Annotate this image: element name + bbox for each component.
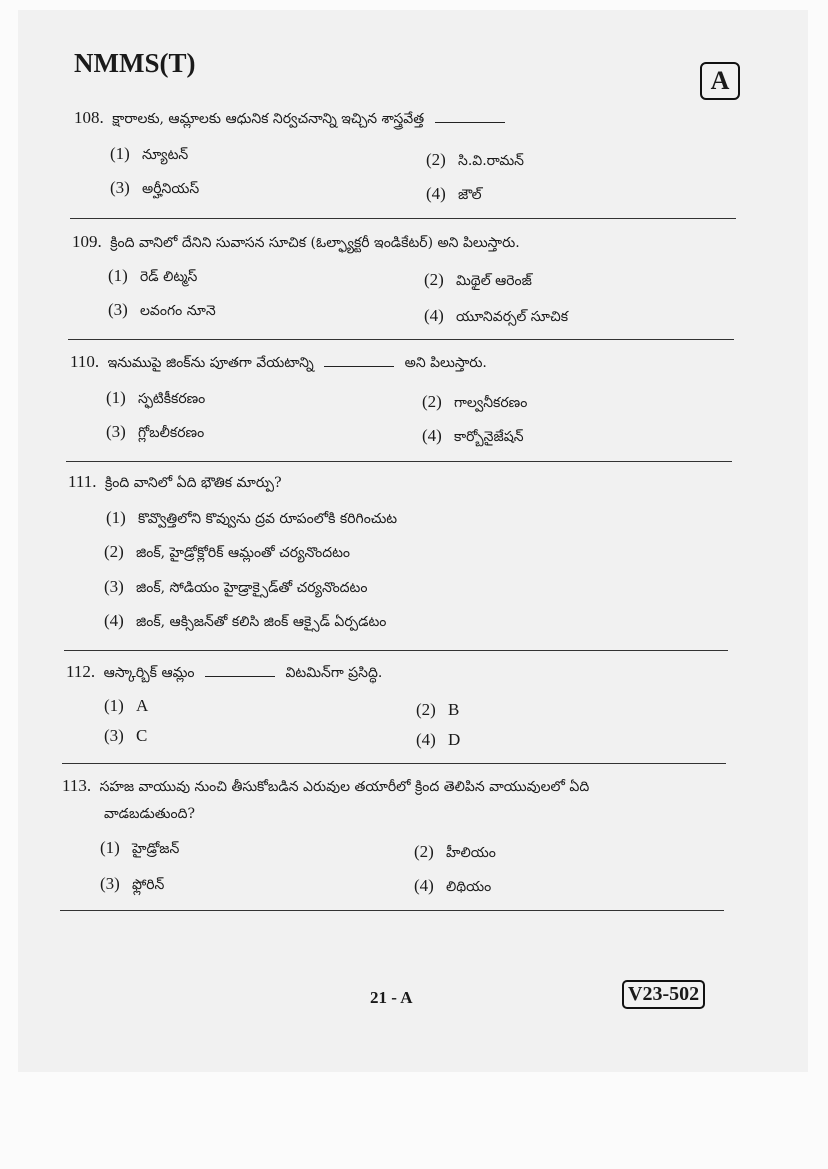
option-3: (3) లవంగం నూనె: [108, 300, 216, 319]
question-text: క్రింది వానిలో దేనిని సువాసన సూచిక (ఓల్ఫ్యాక్టరీ ఇండికేటర్) అని పిలుస్తారు.: [110, 235, 520, 251]
question-divider: [64, 650, 728, 651]
question-divider: [62, 763, 726, 764]
question-113-continued: వాడబడుతుంది?: [104, 806, 195, 822]
exam-title: NMMS(T): [74, 48, 196, 78]
answer-blank: [324, 366, 394, 367]
option-2: (2) సి.వి.రామన్: [426, 150, 525, 169]
question-110: [70, 352, 487, 374]
question-text-end: విటమిన్‌గా ప్రసిద్ధి.: [285, 665, 383, 681]
question-divider: [68, 339, 734, 340]
option-3: (3) జింక్, సోడియం హైడ్రాక్సైడ్‌తో చర్యనొందటం: [104, 577, 368, 596]
option-3: (3) అర్హీనియస్: [110, 178, 200, 197]
question-number: 111.: [68, 472, 97, 491]
scanned-page: [18, 10, 808, 1072]
option-4: (4) లిథియం: [414, 876, 492, 895]
question-divider: [66, 461, 732, 462]
question-111: [68, 472, 282, 494]
question-109: [72, 232, 520, 254]
option-3: (3) ఫ్లోరిన్: [100, 874, 165, 893]
option-3: (3) C: [104, 726, 148, 745]
page-number: 21 - A: [370, 988, 413, 1007]
question-number: 112.: [66, 662, 96, 681]
option-1: (1) A: [104, 696, 149, 715]
option-4: (4) జౌల్: [426, 184, 482, 203]
question-text: ఇనుముపై జింక్‌ను పూతగా వేయటాన్ని: [107, 355, 314, 371]
question-number: 109.: [72, 232, 102, 251]
option-2: (2) గాల్వనీకరణం: [422, 392, 528, 411]
question-set-badge: A: [700, 62, 740, 100]
booklet-code: V23-502: [622, 980, 705, 1009]
question-divider: [60, 910, 724, 911]
option-1: (1) న్యూటన్: [110, 144, 189, 163]
question-text: క్షారాలకు, ఆమ్లాలకు ఆధునిక నిర్వచనాన్ని ఇచ్చిన శాస్త్రవేత్త: [112, 111, 425, 127]
option-2: (2) మిథైల్ ఆరెంజ్: [424, 270, 532, 289]
question-number: 110.: [70, 352, 100, 371]
question-text-end: అని పిలుస్తారు.: [404, 355, 487, 371]
question-112: [66, 662, 382, 684]
question-text: క్రింది వానిలో ఏది భౌతిక మార్పు?: [104, 475, 282, 491]
option-1: (1) రెడ్ లిట్మస్: [108, 266, 198, 285]
option-3: (3) గ్లోబలీకరణం: [106, 422, 205, 441]
option-4: (4) యూనివర్సల్ సూచిక: [424, 306, 568, 325]
question-number: 108.: [74, 108, 104, 127]
answer-blank: [435, 122, 505, 123]
option-1: (1) స్ఫటికీకరణం: [106, 388, 206, 407]
option-2: (2) జింక్, హైడ్రోక్లోరిక్ ఆమ్లంతో చర్యనొందటం: [104, 542, 350, 561]
question-number: 113.: [62, 776, 92, 795]
question-divider: [70, 218, 736, 219]
question-text: ఆస్కార్బిక్ ఆమ్లం: [103, 665, 195, 681]
answer-blank: [205, 676, 275, 677]
question-108: [74, 108, 511, 130]
option-4: (4) కార్బోనైజేషన్: [422, 426, 524, 445]
option-4: (4) జింక్, ఆక్సిజన్‌తో కలిసి జింక్ ఆక్సైడ్ ఏర్పడటం: [104, 611, 387, 630]
question-text: సహజ వాయువు నుంచి తీసుకోబడిన ఎరువుల తయారీలో క్రింద తెలిపిన వాయువులలో ఏది: [99, 779, 590, 795]
question-113: [62, 776, 589, 798]
option-2: (2) B: [416, 700, 460, 719]
option-2: (2) హీలియం: [414, 842, 496, 861]
option-4: (4) D: [416, 730, 461, 749]
option-1: (1) హైడ్రోజన్: [100, 838, 180, 857]
option-1: (1) కొవ్వొత్తిలోని కొవ్వును ద్రవ రూపంలోకి కరిగించుట: [106, 508, 398, 527]
